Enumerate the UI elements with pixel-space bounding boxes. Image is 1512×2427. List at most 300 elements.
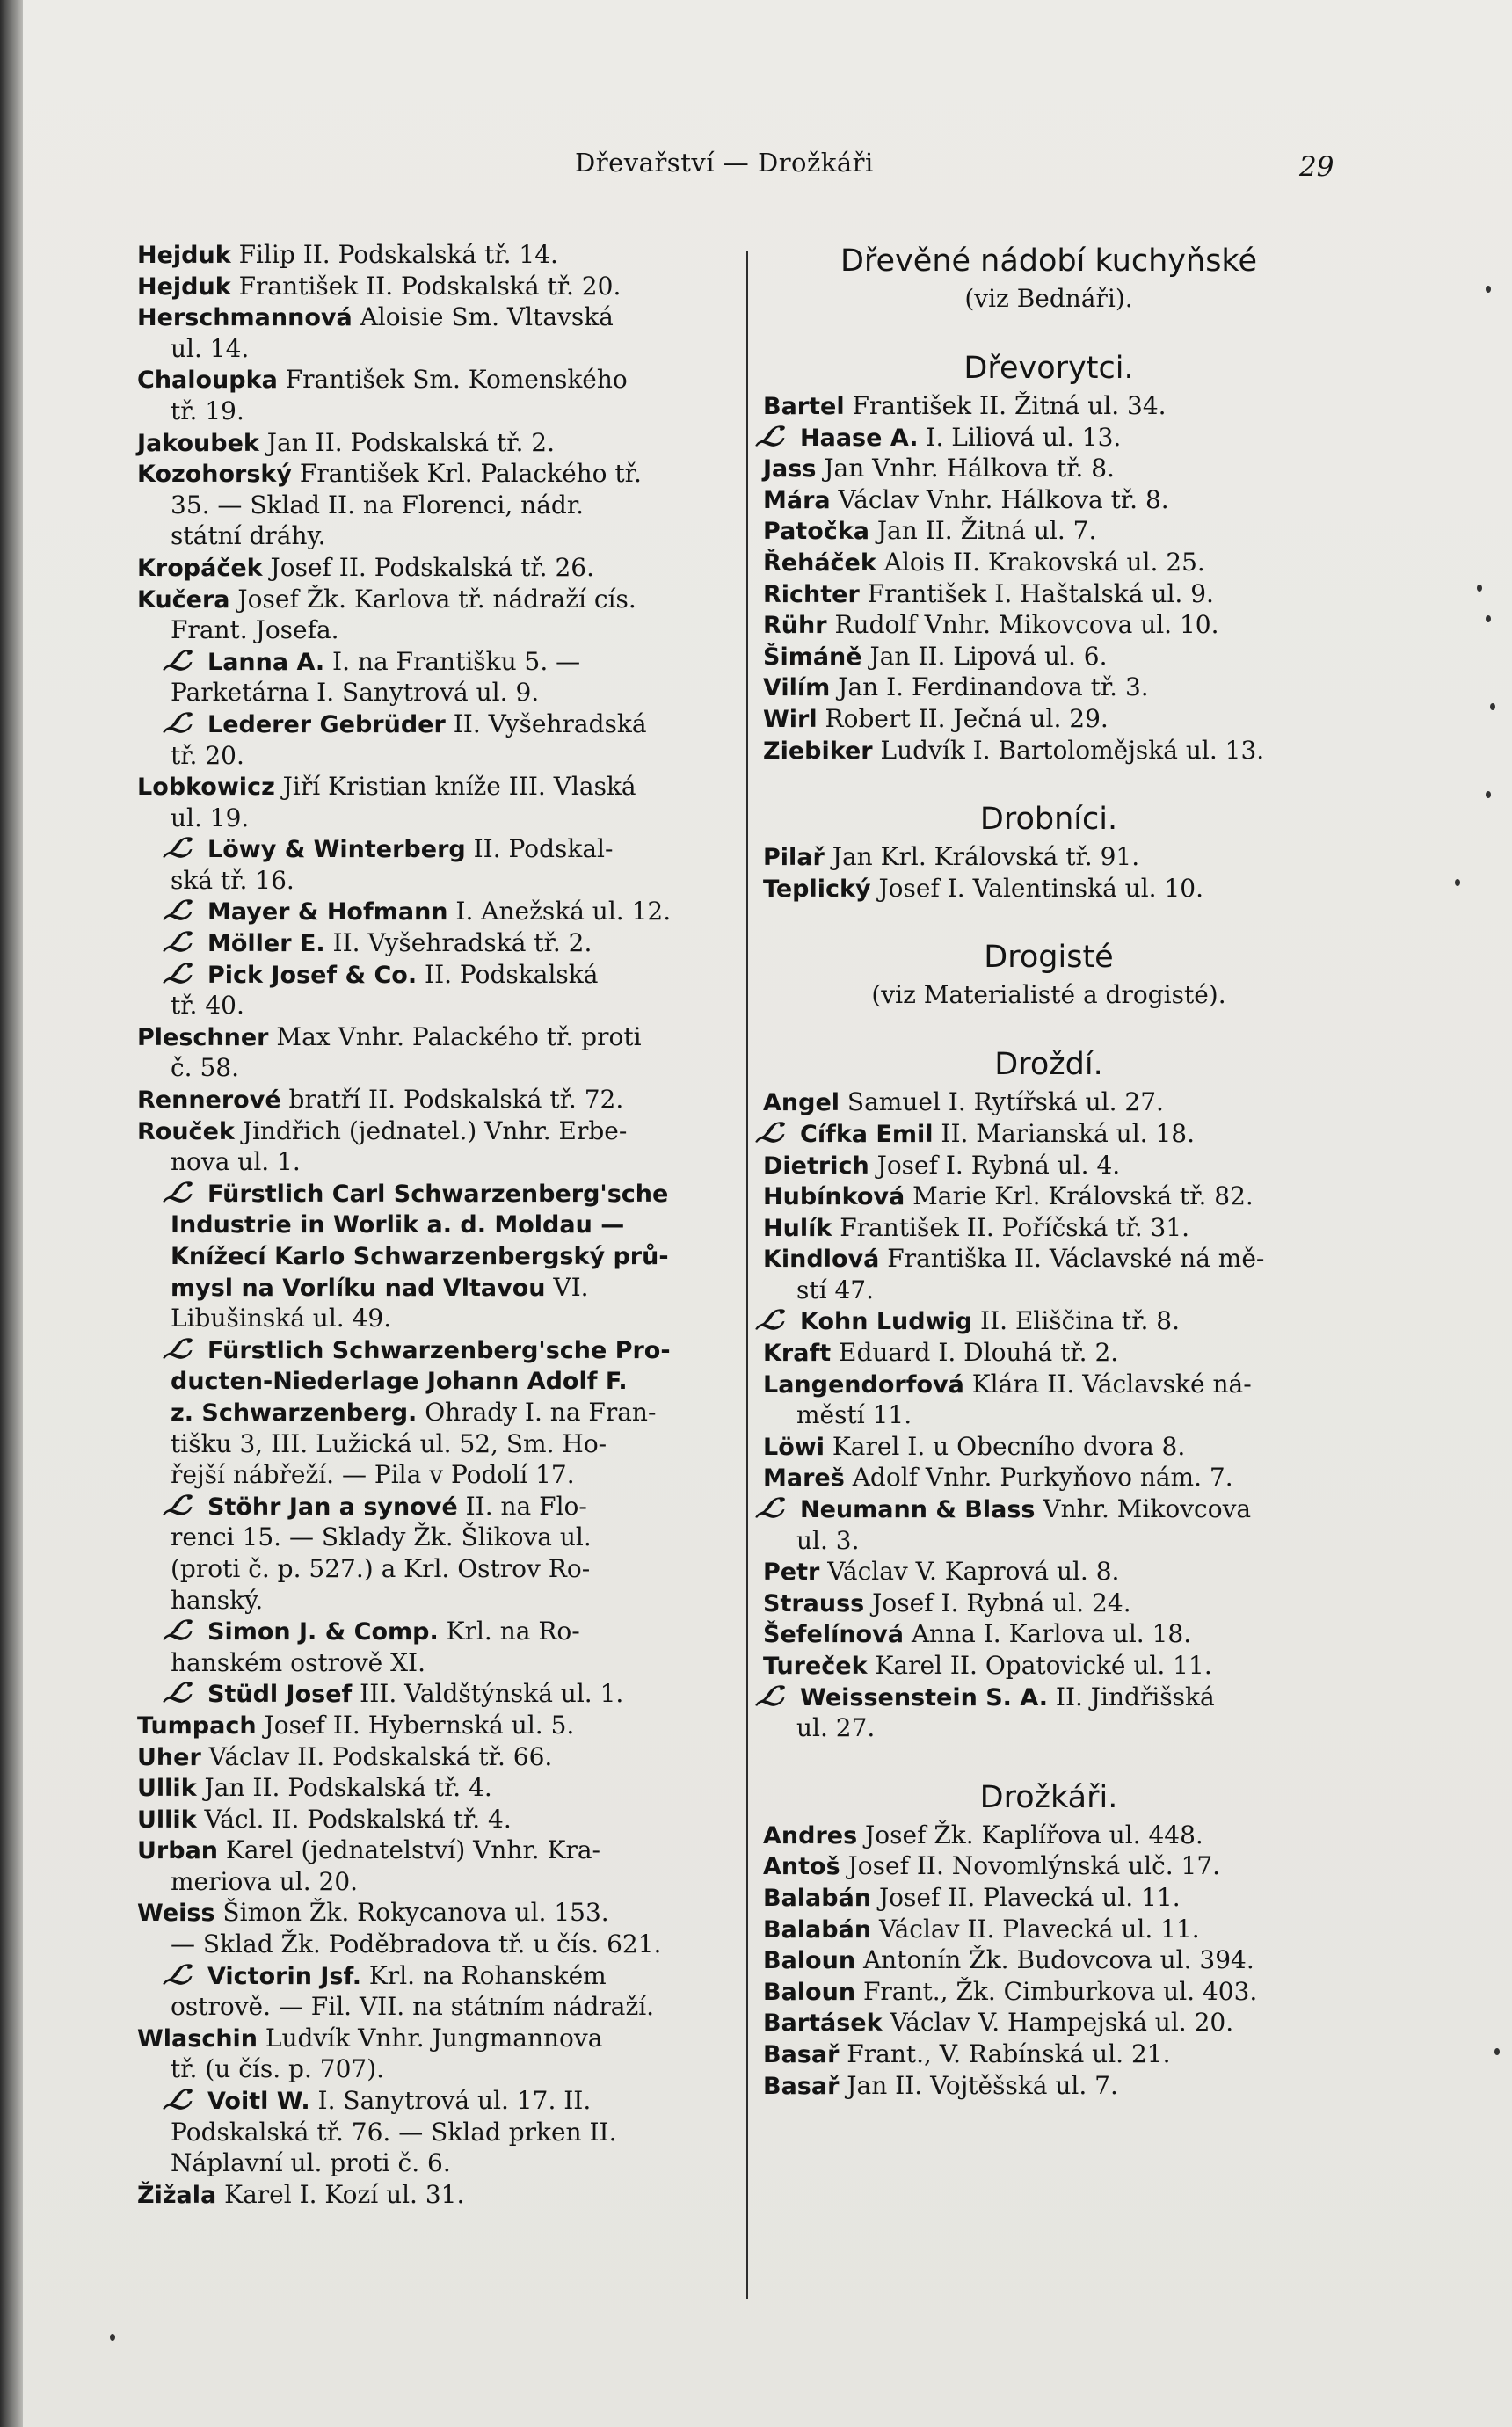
- entry-name: Baloun: [763, 1947, 856, 1975]
- entry-details: bratří II. Podskalská tř. 72.: [280, 1085, 624, 1115]
- entry-details: Václav V. Kaprová ul. 8.: [819, 1557, 1120, 1587]
- entry-details: č. 58.: [171, 1053, 240, 1083]
- directory-entry: [137, 1991, 723, 2023]
- entry-details: František Krl. Palackého tř.: [291, 459, 642, 489]
- entry-name: Weiss: [137, 1900, 215, 1928]
- entry-details: I. Anežská ul. 12.: [447, 897, 672, 926]
- directory-entry: [137, 1428, 723, 1460]
- entry-name: Kraft: [763, 1340, 832, 1368]
- right-column: [752, 239, 1334, 2101]
- directory-entry: [137, 1960, 723, 1992]
- entry-details: — Sklad Žk. Poděbradova tř. u čís. 621.: [171, 1929, 662, 1959]
- entry-details: Adolf Vnhr. Purkyňovo nám. 7.: [844, 1463, 1233, 1493]
- entry-name: Hejduk: [137, 242, 231, 269]
- entry-details: VI.: [545, 1272, 589, 1302]
- directory-entry: [137, 740, 723, 772]
- directory-entry: [137, 302, 723, 333]
- section-gap: [763, 1744, 1334, 1776]
- directory-entry: [763, 484, 1334, 516]
- section-note: (viz Materialisté a drogisté).: [871, 980, 1226, 1010]
- directory-entry: [137, 1084, 723, 1115]
- section-gap: [763, 315, 1334, 346]
- entry-details: Marie Krl. Královská tř. 82.: [905, 1181, 1254, 1211]
- entry-name: Ullik: [137, 1806, 197, 1834]
- entry-name: Vilím: [763, 674, 831, 702]
- entry-name: Žižala: [137, 2181, 217, 2209]
- entry-name: Balabán: [763, 1884, 872, 1912]
- entry-name: ducten-Niederlage Johann Adolf F.: [171, 1368, 628, 1396]
- entry-details: Parketárna I. Sanytrová ul. 9.: [171, 678, 540, 708]
- entry-details: tř. (u čís. p. 707).: [171, 2054, 385, 2084]
- entry-name: Wlaschin: [137, 2024, 258, 2053]
- entry-details: Samuel I. Rytířská ul. 27.: [840, 1087, 1164, 1117]
- trade-mark-icon: ℒ: [752, 1305, 784, 1337]
- trade-mark-icon: ℒ: [160, 958, 192, 990]
- entry-name: Uher: [137, 1743, 201, 1771]
- entry-details: tř. 40.: [171, 991, 244, 1021]
- directory-entry: [137, 396, 723, 427]
- directory-entry: [137, 333, 723, 365]
- entry-details: 35. — Sklad II. na Florenci, nádr.: [171, 490, 585, 520]
- entry-details: Josef II. Plavecká ul. 11.: [871, 1882, 1181, 1912]
- section-heading: Dřevěné nádobí kuchyňské: [840, 243, 1257, 279]
- directory-entry: [763, 1086, 1334, 1118]
- entry-details: nova ul. 1.: [171, 1147, 301, 1177]
- entry-details: I. na Františku 5. —: [324, 646, 581, 676]
- directory-entry: [137, 271, 723, 302]
- entry-details: tišku 3, III. Lužická ul. 52, Sm. Ho-: [171, 1428, 607, 1458]
- directory-entry: [137, 1334, 723, 1366]
- entry-details: renci 15. — Sklady Žk. Šlikova ul.: [171, 1522, 592, 1552]
- entry-details: Rudolf Vnhr. Mikovcova ul. 10.: [826, 610, 1219, 640]
- entry-name: Urban: [137, 1837, 219, 1865]
- directory-entry: [763, 453, 1334, 484]
- directory-entry: [137, 896, 723, 927]
- entry-name: Kohn Ludwig: [800, 1308, 973, 1336]
- entry-details: ul. 27.: [796, 1713, 876, 1743]
- directory-entry: [137, 1052, 723, 1084]
- entry-details: II. Eliščina tř. 8.: [972, 1306, 1181, 1336]
- entry-name: Hubínková: [763, 1183, 905, 1211]
- directory-entry: [137, 833, 723, 865]
- trade-mark-icon: ℒ: [752, 421, 784, 453]
- entry-name: Lanna A.: [207, 648, 325, 676]
- entry-details: Karel II. Opatovické ul. 11.: [867, 1651, 1212, 1680]
- entry-details: tř. 19.: [171, 396, 244, 425]
- directory-entry: [763, 1150, 1334, 1181]
- entry-name: Hejduk: [137, 272, 231, 301]
- directory-entry: [763, 1650, 1334, 1682]
- directory-entry: [137, 2085, 723, 2117]
- section-note: (viz Bednáři).: [964, 284, 1133, 313]
- entry-details: Jan Vnhr. Hálkova tř. 8.: [816, 454, 1115, 483]
- entry-details: Jan II. Podskalská tř. 4.: [196, 1773, 492, 1803]
- entry-name: Lobkowicz: [137, 774, 275, 802]
- directory-entry: [137, 677, 723, 708]
- directory-entry: [763, 2038, 1334, 2070]
- entry-name: Šefelínová: [763, 1621, 904, 1649]
- entry-name: Jakoubek: [137, 429, 259, 457]
- entry-details: II. Podskalská: [417, 959, 599, 989]
- trade-mark-icon: ℒ: [160, 2085, 192, 2117]
- directory-entry: [137, 1585, 723, 1617]
- directory-entry: [137, 1678, 723, 1710]
- entry-name: Knížecí Karlo Schwarzenbergský prů-: [171, 1243, 669, 1270]
- directory-entry: [763, 1399, 1334, 1431]
- directory-entry: [137, 803, 723, 834]
- trade-mark-icon: ℒ: [160, 708, 192, 739]
- entry-details: František I. Haštalská ul. 9.: [859, 578, 1214, 608]
- entry-name: Tumpach: [137, 1711, 257, 1740]
- entry-details: II. na Flo-: [457, 1491, 587, 1521]
- entry-details: František II. Poříčská tř. 31.: [832, 1212, 1190, 1242]
- entry-details: Krl. na Ro-: [438, 1617, 580, 1646]
- entry-details: Jan II. Vojtěšská ul. 7.: [839, 2070, 1118, 2100]
- entry-name: mysl na Vorlíku nad Vltavou: [171, 1274, 546, 1302]
- entry-details: II. Podskal-: [465, 834, 614, 864]
- directory-entry: [763, 672, 1334, 703]
- directory-entry: [137, 520, 723, 552]
- trade-mark-icon: ℒ: [160, 1333, 192, 1365]
- directory-entry: [137, 865, 723, 897]
- entry-details: Josef Žk. Kaplířova ul. 448.: [857, 1820, 1203, 1849]
- entry-details: ostrově. — Fil. VII. na státním nádraží.: [171, 1992, 655, 2022]
- trade-mark-icon: ℒ: [160, 1678, 192, 1710]
- entry-name: Jass: [763, 455, 817, 483]
- directory-entry: [137, 2023, 723, 2054]
- entry-details: hanský.: [171, 1585, 264, 1615]
- directory-entry: [137, 1835, 723, 1866]
- entry-details: Klára II. Václavské ná-: [963, 1369, 1252, 1399]
- entry-name: Angel: [763, 1089, 840, 1117]
- left-column: [137, 239, 723, 2210]
- entry-details: městí 11.: [796, 1400, 912, 1430]
- directory-entry: [137, 1929, 723, 1960]
- trade-mark-icon: ℒ: [160, 1616, 192, 1647]
- directory-entry: [137, 1710, 723, 1741]
- entry-details: Jan I. Ferdinandova tř. 3.: [830, 672, 1149, 702]
- entry-name: Löwi: [763, 1433, 825, 1461]
- entry-name: z. Schwarzenberg.: [171, 1399, 418, 1427]
- entry-details: ul. 14.: [171, 333, 250, 363]
- entry-details: Náplavní ul. proti č. 6.: [171, 2148, 451, 2178]
- directory-entry: [763, 1618, 1334, 1650]
- entry-name: Basař: [763, 2040, 840, 2068]
- entry-name: Kozohorský: [137, 461, 292, 489]
- entry-name: Stöhr Jan a synové: [207, 1493, 458, 1521]
- entry-name: Rouček: [137, 1117, 235, 1145]
- entry-name: Tureček: [763, 1653, 868, 1680]
- entry-name: Mareš: [763, 1464, 845, 1493]
- entry-details: III. Valdštýnská ul. 1.: [352, 1679, 624, 1709]
- directory-entry: [763, 1820, 1334, 1851]
- entry-name: Teplický: [763, 875, 871, 903]
- entry-details: Josef I. Rybná ul. 24.: [864, 1588, 1131, 1617]
- directory-entry: [763, 547, 1334, 578]
- directory-entry: [137, 1772, 723, 1804]
- directory-entry: [137, 1897, 723, 1929]
- directory-entry: [137, 1397, 723, 1428]
- trade-mark-icon: ℒ: [160, 1177, 192, 1209]
- entry-name: Chaloupka: [137, 367, 278, 395]
- directory-entry: [137, 1115, 723, 1147]
- entry-details: Jan II. Lipová ul. 6.: [861, 641, 1108, 671]
- directory-entry: [763, 1850, 1334, 1882]
- entry-name: Möller E.: [207, 930, 325, 958]
- entry-name: Kropáček: [137, 554, 263, 582]
- directory-entry: [137, 552, 723, 584]
- entry-details: Alois II. Krakovská ul. 25.: [876, 547, 1205, 577]
- entry-details: Ohrady I. na Fran-: [417, 1397, 657, 1427]
- entry-details: Frant., V. Rabínská ul. 21.: [839, 2038, 1171, 2068]
- directory-entry: [763, 515, 1334, 547]
- directory-entry: [137, 614, 723, 646]
- entry-name: Victorin Jsf.: [207, 1962, 361, 1990]
- directory-entry: [137, 2179, 723, 2211]
- section-gap: [763, 1011, 1334, 1043]
- entry-name: Šimáně: [763, 643, 862, 671]
- directory-entry: [763, 2007, 1334, 2038]
- entry-details: I. Sanytrová ul. 17. II.: [309, 2086, 592, 2116]
- entry-name: Andres: [763, 1821, 858, 1849]
- entry-name: Řeháček: [763, 549, 876, 577]
- entry-details: Karel (jednatelství) Vnhr. Kra-: [218, 1835, 601, 1865]
- entry-details: Šimon Žk. Rokycanova ul. 153.: [214, 1898, 609, 1928]
- entry-name: Wirl: [763, 705, 818, 733]
- entry-name: Mayer & Hofmann: [207, 898, 448, 926]
- directory-entry: [137, 646, 723, 678]
- directory-entry: [137, 1647, 723, 1679]
- directory-entry: [763, 1275, 1334, 1306]
- entry-details: Josef II. Novomlýnská ulč. 17.: [840, 1851, 1221, 1881]
- entry-details: Vnhr. Mikovcova: [1035, 1494, 1252, 1524]
- section-heading: Drobníci.: [979, 802, 1118, 838]
- entry-name: Pleschner: [137, 1023, 269, 1051]
- section-gap: [763, 766, 1334, 797]
- directory-entry: [763, 1337, 1334, 1369]
- entry-details: II. Vyšehradská tř. 2.: [324, 928, 592, 958]
- entry-name: Mára: [763, 486, 831, 514]
- trade-mark-icon: ℒ: [160, 645, 192, 677]
- trade-mark-icon: ℒ: [160, 1959, 192, 1991]
- directory-entry: [137, 1491, 723, 1522]
- entry-name: Petr: [763, 1559, 820, 1587]
- entry-details: Jan Krl. Královská tř. 91.: [824, 842, 1140, 872]
- directory-entry: [763, 1556, 1334, 1588]
- entry-name: Stüdl Josef: [207, 1681, 353, 1709]
- entry-name: Haase A.: [800, 424, 919, 452]
- entry-name: Lederer Gebrüder: [207, 710, 446, 738]
- directory-entry: [137, 1459, 723, 1491]
- entry-name: Kučera: [137, 585, 230, 614]
- entry-name: Löwy & Winterberg: [207, 836, 466, 864]
- entry-details: státní dráhy.: [171, 521, 326, 551]
- entry-name: Neumann & Blass: [800, 1496, 1036, 1524]
- entry-details: Frant., Žk. Cimburkova ul. 403.: [855, 1976, 1258, 2006]
- entry-details: Jindřich (jednatel.) Vnhr. Erbe-: [234, 1115, 628, 1145]
- entry-name: Hulík: [763, 1214, 832, 1242]
- directory-entry: [137, 2147, 723, 2179]
- directory-entry: [137, 1804, 723, 1835]
- directory-entry: [763, 1882, 1334, 1914]
- directory-entry: [137, 1616, 723, 1647]
- directory-entry: [137, 1866, 723, 1898]
- directory-entry: [763, 578, 1334, 610]
- entry-details: Josef I. Rybná ul. 4.: [869, 1150, 1121, 1180]
- entry-name: Cífka Emil: [800, 1120, 934, 1148]
- directory-entry: [763, 1525, 1334, 1557]
- entry-details: Robert II. Ječná ul. 29.: [817, 703, 1109, 733]
- directory-entry: [763, 609, 1334, 641]
- directory-entry: [763, 703, 1334, 735]
- entry-name: Rühr: [763, 612, 827, 640]
- entry-details: hanském ostrově XI.: [171, 1647, 426, 1677]
- directory-entry: [137, 1240, 723, 1272]
- book-binding-shadow: [0, 0, 23, 2427]
- trade-mark-icon: ℒ: [160, 1490, 192, 1522]
- directory-entry: [137, 1553, 723, 1585]
- directory-entry: [137, 1303, 723, 1334]
- entry-name: Ullik: [137, 1775, 197, 1803]
- entry-name: Strauss: [763, 1589, 865, 1617]
- trade-mark-icon: ℒ: [752, 1117, 784, 1149]
- directory-entry: [763, 735, 1334, 767]
- directory-entry: [763, 1462, 1334, 1493]
- entry-details: Václav II. Plavecká ul. 11.: [871, 1914, 1200, 1944]
- directory-entry: [763, 641, 1334, 672]
- directory-entry: [137, 990, 723, 1021]
- entry-details: Jiří Kristian kníže III. Vlaská: [274, 772, 636, 802]
- entry-details: Frant. Josefa.: [171, 615, 339, 645]
- directory-entry: [137, 771, 723, 803]
- section-heading: Drogisté: [984, 940, 1114, 976]
- entry-details: Karel I. Kozí ul. 31.: [216, 2179, 465, 2209]
- directory-entry: [763, 841, 1334, 873]
- entry-name: Bartel: [763, 393, 845, 420]
- directory-entry: [137, 490, 723, 521]
- entry-details: Josef II. Podskalská tř. 26.: [262, 552, 595, 582]
- trade-mark-icon: ℒ: [160, 833, 192, 865]
- entry-name: Rennerové: [137, 1086, 281, 1115]
- directory-entry: [763, 1243, 1334, 1275]
- entry-name: Patočka: [763, 518, 869, 546]
- entry-details: Podskalská tř. 76. — Sklad prken II.: [171, 2117, 617, 2147]
- entry-details: stí 47.: [796, 1275, 875, 1304]
- directory-entry: [752, 1493, 1334, 1525]
- directory-entry: [763, 1976, 1334, 2008]
- section-heading: Droždí.: [994, 1047, 1103, 1083]
- entry-details: II. Jindřišská: [1047, 1682, 1215, 1711]
- directory-entry: [137, 2117, 723, 2148]
- entry-name: Balabán: [763, 1915, 872, 1944]
- directory-entry: [763, 1588, 1334, 1619]
- section-gap: [763, 904, 1334, 935]
- entry-details: Františka II. Václavské ná mě-: [879, 1244, 1265, 1274]
- directory-entry: [137, 1146, 723, 1178]
- entry-details: ul. 3.: [796, 1525, 860, 1555]
- entry-name: Baloun: [763, 1978, 856, 2006]
- trade-mark-icon: ℒ: [160, 927, 192, 959]
- directory-entry: [137, 1209, 723, 1240]
- entry-name: Pilař: [763, 844, 825, 872]
- entry-name: Simon J. & Comp.: [207, 1618, 439, 1646]
- entry-details: Filip II. Podskalská tř. 14.: [230, 240, 558, 269]
- directory-entry: [763, 2070, 1334, 2102]
- trade-mark-icon: ℒ: [160, 896, 192, 927]
- directory-entry: [137, 708, 723, 740]
- entry-name: Richter: [763, 580, 860, 608]
- entry-details: Václav II. Podskalská tř. 66.: [200, 1741, 553, 1771]
- entry-details: Eduard I. Dlouhá tř. 2.: [831, 1338, 1119, 1368]
- entry-details: František II. Podskalská tř. 20.: [230, 271, 622, 301]
- directory-entry: [763, 1181, 1334, 1212]
- entry-name: Bartásek: [763, 2009, 883, 2038]
- entry-details: Anna I. Karlova ul. 18.: [903, 1619, 1192, 1649]
- section-heading: Dřevorytci.: [963, 351, 1134, 386]
- running-head: Dřevařství — Drožkáři: [575, 148, 874, 178]
- directory-entry: [763, 1712, 1334, 1744]
- directory-entry: [763, 1431, 1334, 1463]
- entry-name: Weissenstein S. A.: [800, 1683, 1048, 1711]
- entry-details: tř. 20.: [171, 740, 244, 770]
- entry-details: Václav V. Hampejská ul. 20.: [882, 2008, 1234, 2038]
- entry-name: Fürstlich Carl Schwarzenberg'sche: [207, 1180, 669, 1208]
- entry-name: Basař: [763, 2072, 840, 2100]
- directory-entry: [137, 427, 723, 459]
- entry-details: Karel I. u Obecního dvora 8.: [824, 1431, 1186, 1461]
- directory-entry: [137, 584, 723, 615]
- entry-name: Pick Josef & Co.: [207, 961, 418, 989]
- page-number: 29: [1299, 151, 1334, 183]
- directory-entry: [752, 1305, 1334, 1337]
- entry-details: (proti č. p. 527.) a Krl. Ostrov Ro-: [171, 1553, 591, 1583]
- entry-details: Václav Vnhr. Hálkova tř. 8.: [830, 484, 1169, 514]
- entry-name: Kindlová: [763, 1246, 880, 1274]
- directory-entry: [752, 1117, 1334, 1150]
- entry-name: Ziebiker: [763, 737, 873, 765]
- trade-mark-icon: ℒ: [752, 1681, 784, 1712]
- directory-entry: [752, 1681, 1334, 1713]
- directory-entry: [137, 1741, 723, 1773]
- entry-details: Josef I. Valentinská ul. 10.: [870, 873, 1203, 903]
- directory-entry: [137, 239, 723, 271]
- directory-entry: [137, 2053, 723, 2085]
- directory-entry: [763, 1369, 1334, 1400]
- directory-entry: [763, 1944, 1334, 1976]
- entry-details: Josef II. Hybernská ul. 5.: [256, 1710, 575, 1740]
- entry-details: Antonín Žk. Budovcova ul. 394.: [855, 1945, 1254, 1975]
- entry-details: ská tř. 16.: [171, 865, 294, 895]
- entry-details: II. Marianská ul. 18.: [933, 1118, 1195, 1148]
- entry-details: Václ. II. Podskalská tř. 4.: [196, 1804, 512, 1834]
- entry-name: Dietrich: [763, 1152, 869, 1180]
- directory-entry: [137, 927, 723, 959]
- directory-entry: [763, 873, 1334, 905]
- directory-entry: [763, 1914, 1334, 1945]
- entry-name: Antoš: [763, 1853, 840, 1881]
- entry-details: Max Vnhr. Palackého tř. proti: [268, 1021, 642, 1051]
- directory-entry: [137, 458, 723, 490]
- section-heading: Drožkáři.: [979, 1779, 1118, 1815]
- directory-entry: [137, 1178, 723, 1210]
- entry-details: Ludvík Vnhr. Jungmannova: [258, 2023, 603, 2053]
- entry-details: Aloisie Sm. Vltavská: [352, 302, 614, 332]
- directory-entry: [137, 1365, 723, 1397]
- entry-name: Herschmannová: [137, 304, 353, 332]
- entry-details: Libušinská ul. 49.: [171, 1304, 392, 1333]
- entry-details: František II. Žitná ul. 34.: [844, 391, 1167, 420]
- directory-entry: [763, 390, 1334, 422]
